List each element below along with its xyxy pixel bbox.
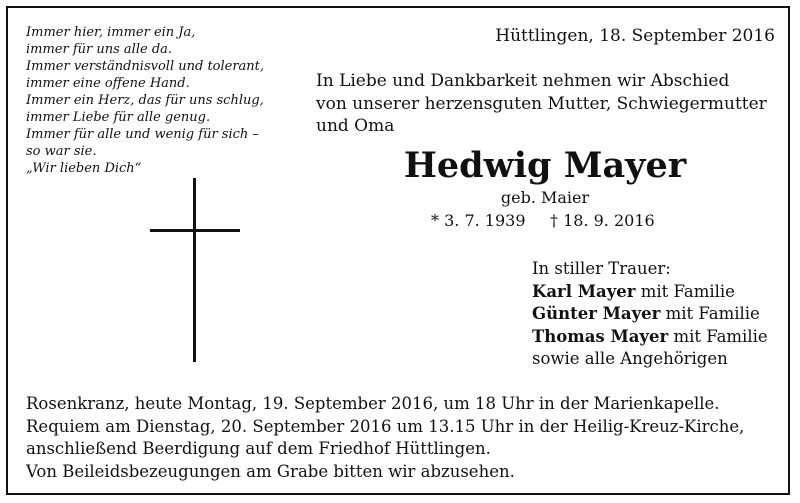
intro-line: In Liebe und Dankbarkeit nehmen wir Abschied	[316, 71, 730, 91]
mourner-name: Karl Mayer	[532, 281, 636, 301]
mourner-name: Thomas Mayer	[532, 326, 669, 346]
mourner-suffix: mit Familie	[660, 304, 760, 324]
poem	[26, 24, 264, 177]
cross-horizontal-bar	[150, 229, 240, 232]
mourners-heading: In stiller Trauer:	[532, 259, 671, 278]
poem-line: Immer hier, immer ein Ja,	[26, 25, 196, 40]
birth-name: geb. Maier	[500, 188, 590, 207]
mourner-entry	[532, 326, 782, 349]
mourners	[532, 258, 782, 371]
mourner-suffix: mit Familie	[635, 281, 735, 301]
mourner-suffix: mit Familie	[668, 326, 768, 346]
service-info	[26, 393, 786, 483]
service-line: Requiem am Dienstag, 20. September 2016 um 13.15 Uhr in der Heilig-Kreuz-Kirche,	[26, 416, 745, 436]
poem-line: Immer ein Herz, das für uns schlug,	[26, 93, 264, 108]
cross-vertical-bar	[193, 178, 196, 362]
service-line: Rosenkranz, heute Montag, 19. September 2016, um 18 Uhr in der Marienkapelle.	[26, 394, 720, 413]
intro-line: und Oma	[316, 116, 395, 136]
poem-line: immer für uns alle da.	[26, 42, 173, 57]
service-line: Von Beileidsbezeugungen am Grabe bitten wir abzusehen.	[26, 461, 515, 481]
intro-text	[316, 70, 776, 138]
poem-line: „Wir lieben Dich“	[26, 161, 142, 176]
mourner-name: Günter Mayer	[532, 304, 661, 324]
poem-line: so war sie.	[26, 144, 97, 159]
birth-date: * 3. 7. 1939	[431, 211, 526, 230]
mourner-entry	[532, 303, 782, 326]
service-line: anschließend Beerdigung auf dem Friedhof Hüttlingen.	[26, 439, 491, 459]
poem-line: immer Liebe für alle genug.	[26, 110, 211, 125]
intro-line: von unserer herzensguten Mutter, Schwiegermutter	[316, 93, 767, 114]
poem-line: Immer verständnisvoll und tolerant,	[26, 59, 265, 74]
poem-line: Immer für alle und wenig für sich –	[26, 127, 259, 142]
deceased-name: Hedwig Mayer	[403, 145, 687, 186]
mourner-entry	[532, 281, 782, 304]
poem-line: immer eine offene Hand.	[26, 76, 190, 91]
place-date: Hüttlingen, 18. September 2016	[495, 26, 775, 46]
death-date: † 18. 9. 2016	[550, 211, 655, 230]
mourners-closing: sowie alle Angehörigen	[532, 349, 728, 369]
